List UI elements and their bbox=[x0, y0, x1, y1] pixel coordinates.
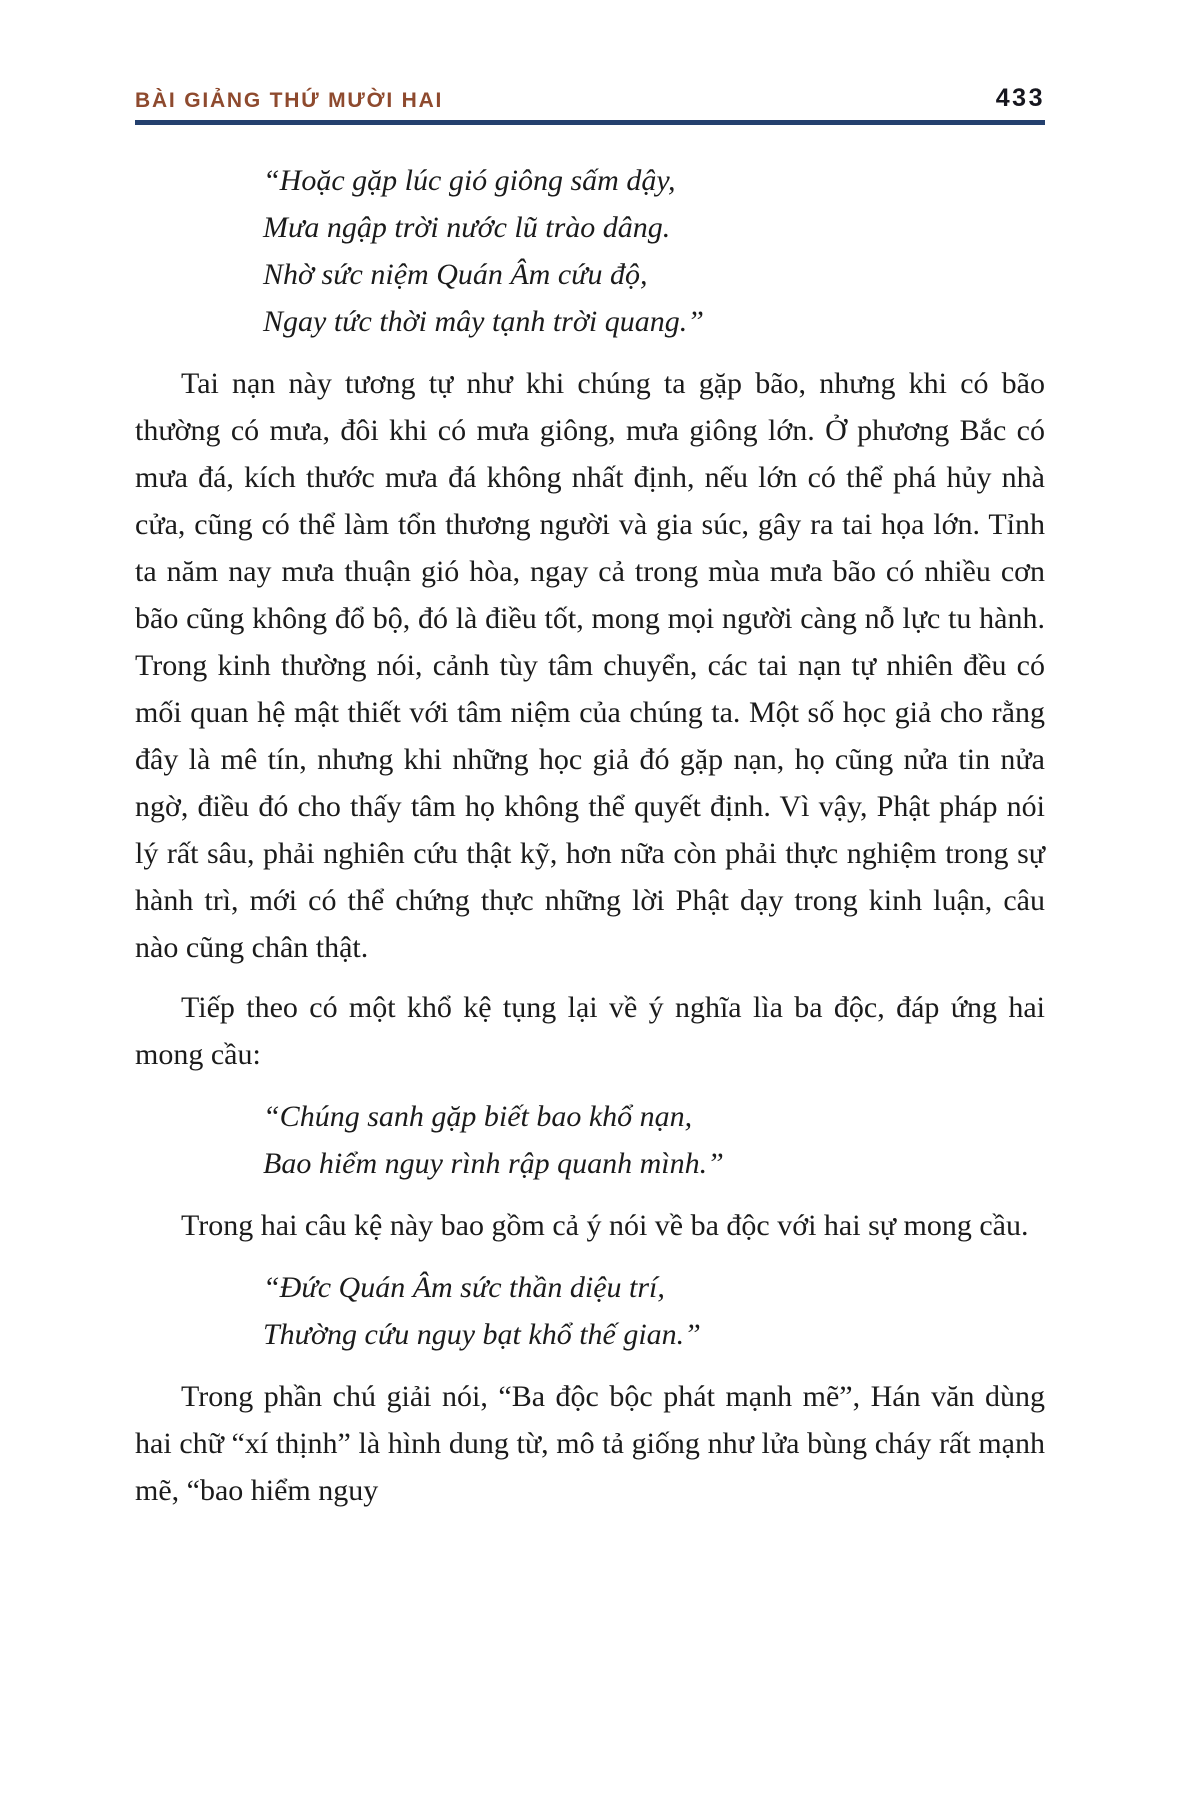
verse-block-3 bbox=[263, 1264, 1045, 1358]
body-paragraph: Trong hai câu kệ này bao gồm cả ý nói về ba độc với hai sự mong cầu. bbox=[181, 1209, 1029, 1242]
verse-line: Ngay tức thời mây tạnh trời quang.” bbox=[263, 305, 704, 338]
verse-line: Nhờ sức niệm Quán Âm cứu độ, bbox=[263, 258, 648, 291]
verse-line: Thường cứu nguy bạt khổ thế gian.” bbox=[263, 1318, 701, 1351]
body-paragraph: Tai nạn này tương tự như khi chúng ta gặp bão, nhưng khi có bão thường có mưa, đôi khi có mưa giông, mưa giông lớn. Ở phương Bắc có mưa đá, kích thước mưa đá không nhất định, nếu lớn có thể phá hủy nhà cửa, cũng có thể làm tổn thương người và gia súc, gây ra tai họa lớn. Tỉnh ta năm nay mưa thuận gió hòa, ngay cả trong mùa mưa bão có nhiều cơn bão cũng không đổ bộ, đó là điều tốt, mong mọi người càng nỗ lực tu hành. Trong kinh thường nói, cảnh tùy tâm chuyển, các tai nạn tự nhiên đều có mối quan hệ mật thiết với tâm niệm của chúng ta. Một số học giả cho rằng đây là mê tín, nhưng khi những học giả đó gặp nạn, họ cũng nửa tin nửa ngờ, điều đó cho thấy tâm họ không thể quyết định. Vì vậy, Phật pháp nói lý rất sâu, phải nghiên cứu thật kỹ, hơn nữa còn phải thực nghiệm trong sự hành trì, mới có thể chứng thực những lời Phật dạy trong kinh luận, câu nào cũng chân thật. bbox=[135, 367, 1045, 964]
running-title: BÀI GIẢNG THỨ MƯỜI HAI bbox=[135, 89, 444, 112]
verse-block-1 bbox=[263, 157, 1045, 345]
page-header bbox=[135, 84, 1045, 113]
verse-block-2 bbox=[263, 1093, 1045, 1187]
verse-line: “Hoặc gặp lúc gió giông sấm dậy, bbox=[263, 164, 676, 197]
verse-line: “Đức Quán Âm sức thần diệu trí, bbox=[263, 1271, 665, 1304]
body-paragraph: Tiếp theo có một khổ kệ tụng lại về ý nghĩa lìa ba độc, đáp ứng hai mong cầu: bbox=[135, 991, 1045, 1071]
body-text bbox=[135, 157, 1045, 1514]
page-content bbox=[135, 84, 1045, 1514]
page-number: 433 bbox=[995, 84, 1045, 112]
verse-line: “Chúng sanh gặp biết bao khổ nạn, bbox=[263, 1100, 693, 1133]
header-rule bbox=[135, 120, 1045, 125]
verse-line: Mưa ngập trời nước lũ trào dâng. bbox=[263, 211, 671, 244]
verse-line: Bao hiểm nguy rình rập quanh mình.” bbox=[263, 1147, 724, 1180]
body-paragraph: Trong phần chú giải nói, “Ba độc bộc phát mạnh mẽ”, Hán văn dùng hai chữ “xí thịnh” là hình dung từ, mô tả giống như lửa bùng cháy rất mạnh mẽ, “bao hiểm nguy bbox=[135, 1380, 1045, 1507]
